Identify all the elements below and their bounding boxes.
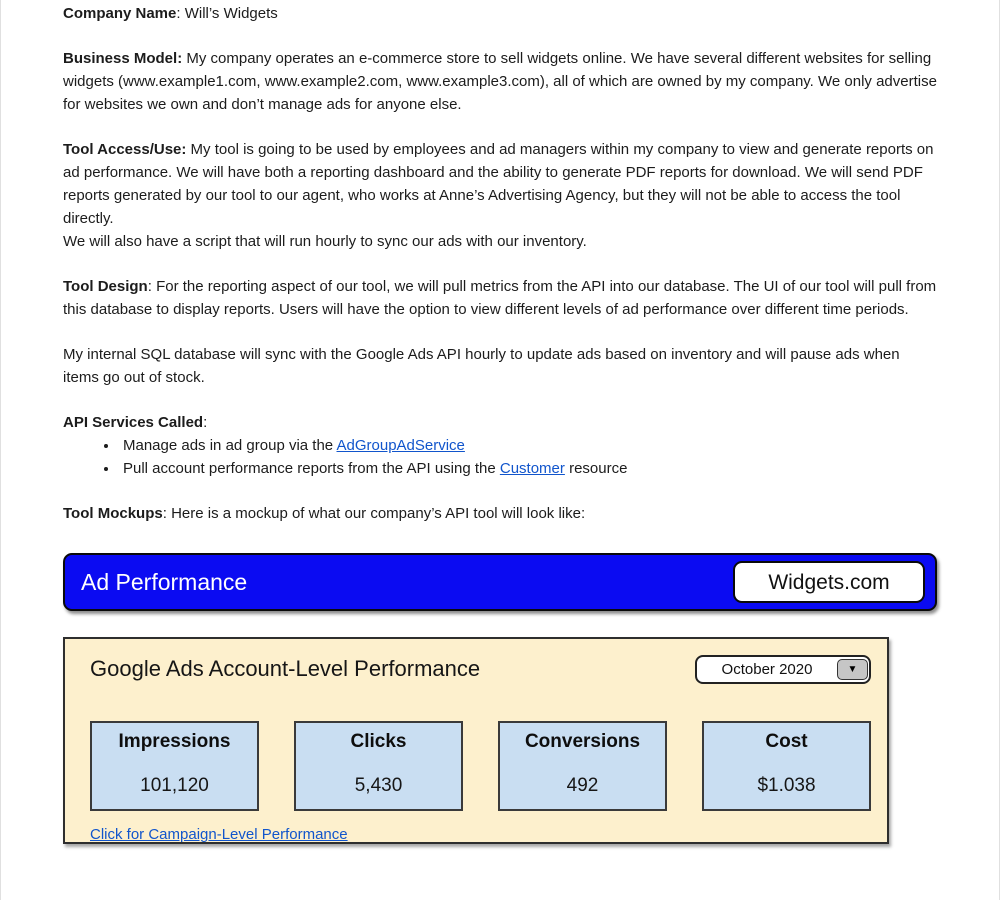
api-services-colon: :: [203, 414, 208, 431]
business-model-label: Business Model:: [63, 50, 183, 67]
bullet-1-text: Manage ads in ad group via the: [123, 437, 337, 454]
performance-panel: [63, 637, 889, 844]
list-item: [119, 457, 937, 480]
tool-mockups-label: Tool Mockups: [63, 505, 163, 522]
tool-design-label: Tool Design: [63, 278, 148, 295]
metric-label: Cost: [765, 731, 808, 752]
mockup-title: Ad Performance: [81, 568, 248, 595]
metric-card-impressions: [90, 721, 259, 811]
company-name-line: [63, 2, 937, 25]
api-services-heading: [63, 411, 937, 434]
company-name-value: : Will’s Widgets: [176, 5, 278, 22]
metric-card-cost: [702, 721, 871, 811]
mockup-header-bar: [63, 553, 937, 611]
metric-value: $1.038: [757, 775, 816, 796]
metric-value: 492: [566, 775, 599, 796]
metric-card-conversions: [498, 721, 667, 811]
metrics-row: [90, 721, 871, 811]
month-dropdown[interactable]: [695, 655, 871, 684]
api-services-label: API Services Called: [63, 414, 204, 431]
tool-access-text: My tool is going to be used by employees and ad managers within my company to view and generate reports on ad performance. We will have both a reporting dashboard and the ability to generate PDF reports for download. We will send PDF reports generated by our tool to our agent, who works at Anne’s Advertising Agency, but they will not be able to access the tool directly.: [63, 141, 934, 227]
metric-label: Impressions: [118, 731, 231, 752]
api-services-list: [63, 434, 937, 480]
adgroupadservice-link[interactable]: AdGroupAdService: [336, 437, 465, 454]
company-name-label: Company Name: [63, 5, 177, 22]
panel-link-row: [90, 823, 871, 846]
panel-title: Google Ads Account-Level Performance: [90, 656, 481, 681]
bullet-2-post: resource: [564, 460, 628, 477]
bullet-2-text: Pull account performance reports from the API using the: [123, 460, 500, 477]
tool-design-text: : For the reporting aspect of our tool, we will pull metrics from the API into our database. The UI of our tool will pull from this database to display reports. Users will have the option to view different levels of ad performance over different time periods.: [63, 278, 937, 318]
widgets-site-button[interactable]: [733, 561, 925, 603]
sql-sync-paragraph: [63, 343, 937, 389]
customer-link[interactable]: Customer: [499, 460, 565, 477]
metric-value: 101,120: [140, 775, 209, 796]
tool-mockups-text: : Here is a mockup of what our company’s API tool will look like:: [162, 505, 586, 522]
tool-mockups-paragraph: [63, 502, 937, 525]
caret-down-icon: ▼: [847, 663, 858, 675]
campaign-level-link[interactable]: Click for Campaign-Level Performance: [90, 826, 348, 843]
month-dropdown-value: October 2020: [721, 661, 813, 678]
list-item: [119, 434, 937, 457]
sql-sync-text: My internal SQL database will sync with the Google Ads API hourly to update ads based on inventory and will pause ads when items go out of stock.: [63, 346, 900, 386]
business-model-text: My company operates an e-commerce store to sell widgets online. We have several different websites for selling widgets (www.example1.com, www.example2.com, www.example3.com), all of which are owned by my company. We only advertise for websites we own and don’t manage ads for anyone else.: [63, 50, 937, 113]
business-model-paragraph: [63, 47, 937, 116]
metric-label: Conversions: [524, 731, 641, 752]
panel-header-row: [90, 655, 871, 684]
metric-card-clicks: [294, 721, 463, 811]
tool-design-paragraph: [63, 275, 937, 321]
widgets-site-button-label: Widgets.com: [768, 570, 890, 594]
tool-access-label: Tool Access/Use:: [63, 141, 187, 158]
document-body: [1, 0, 999, 844]
tool-access-text2: We will also have a script that will run hourly to sync our ads with our inventory.: [63, 233, 587, 250]
dropdown-arrow-button[interactable]: [837, 659, 868, 680]
tool-access-paragraph: [63, 138, 937, 253]
metric-value: 5,430: [354, 775, 403, 796]
metric-label: Clicks: [350, 731, 407, 752]
